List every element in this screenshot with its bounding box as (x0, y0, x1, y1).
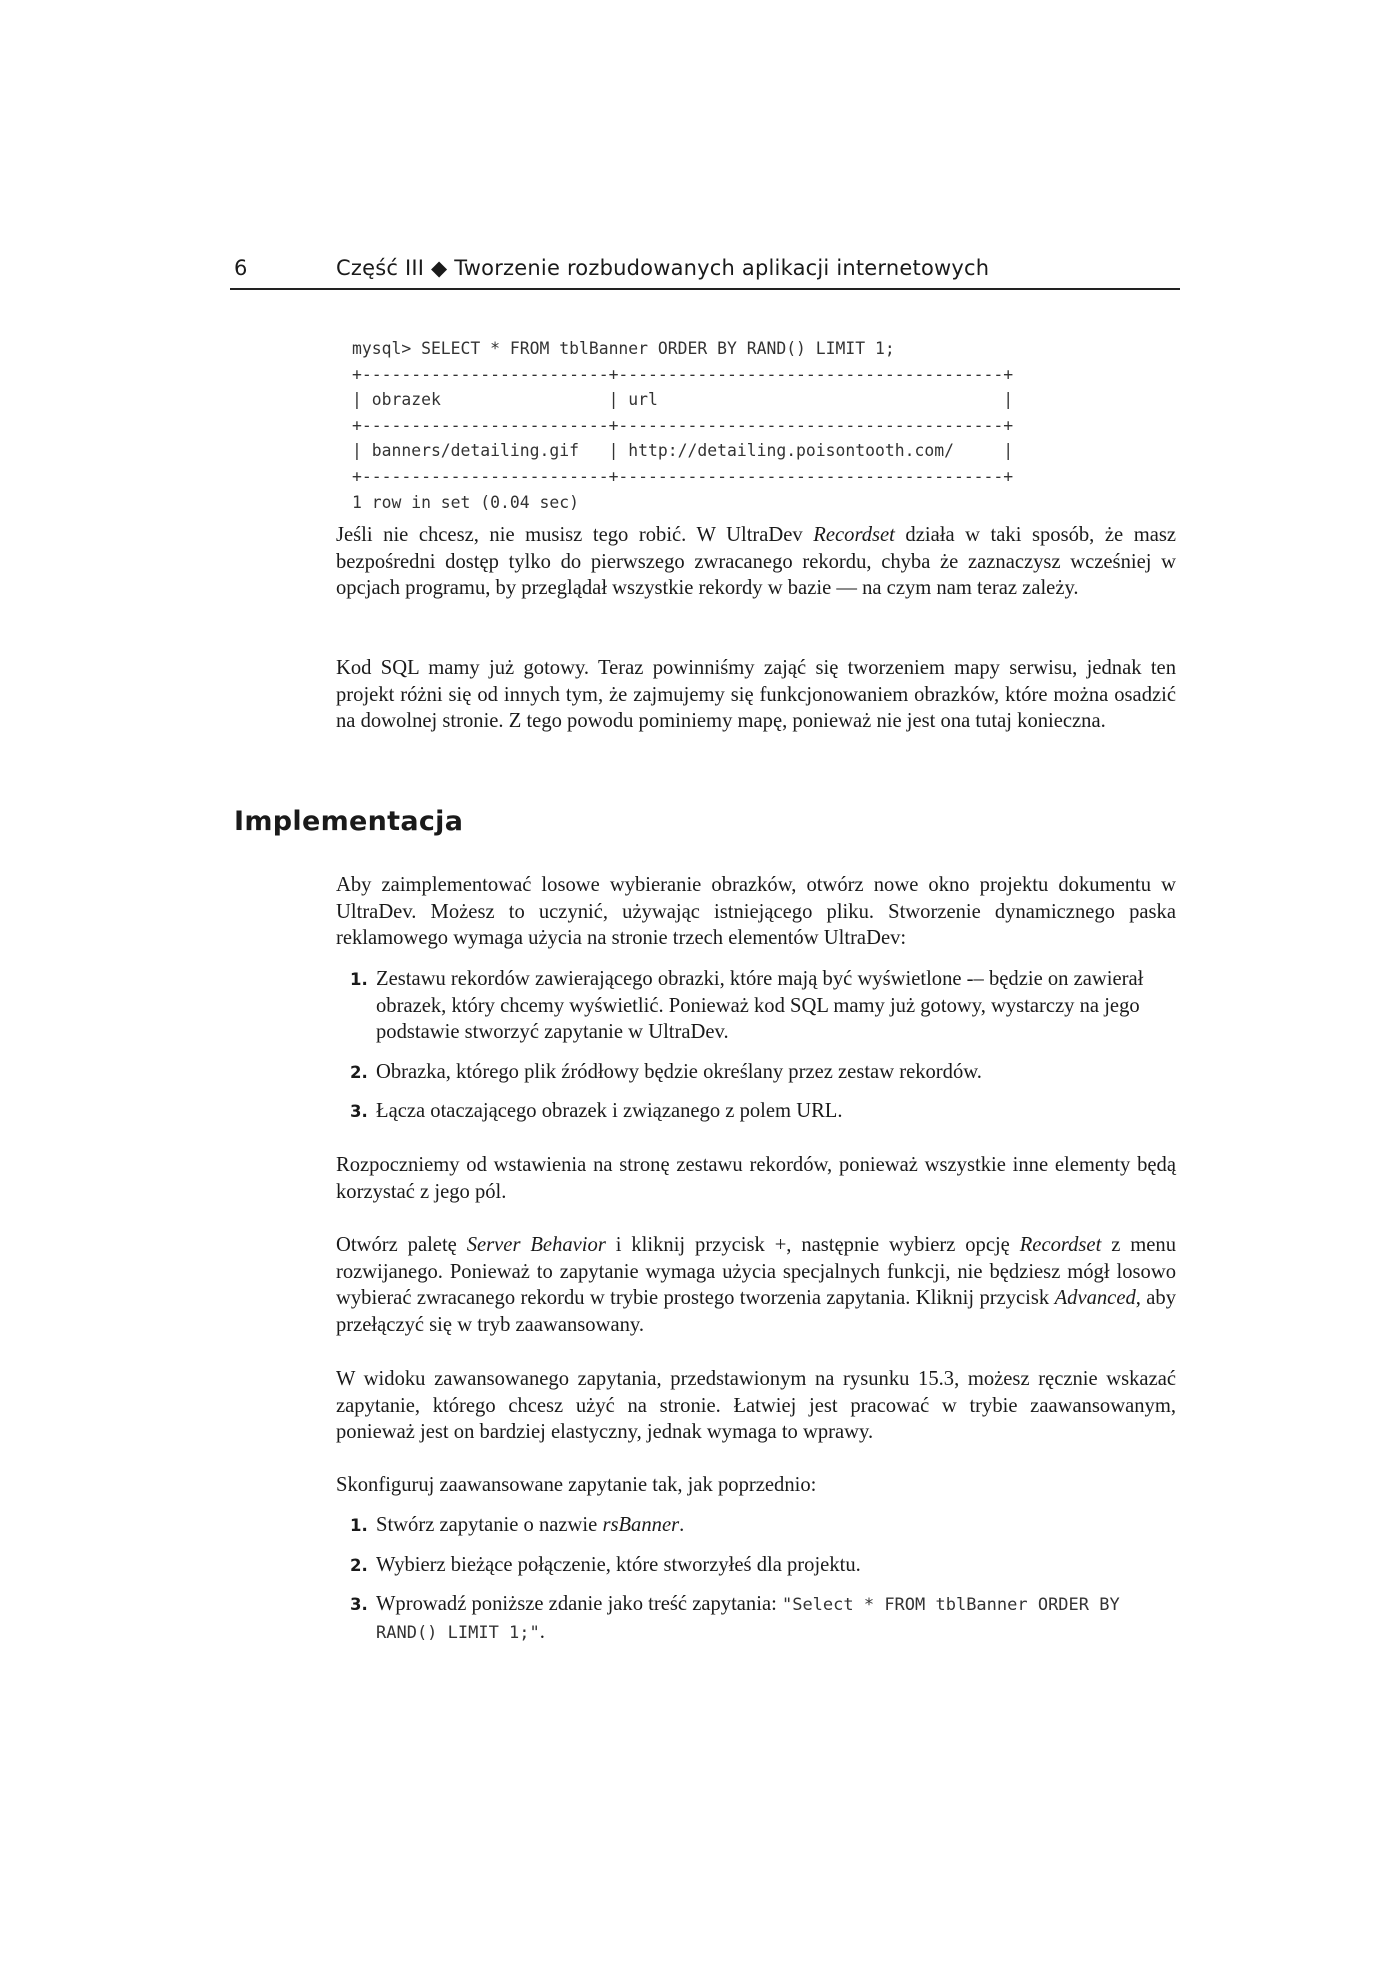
list-number: 1. (350, 1516, 368, 1535)
sql-output-code-block: mysql> SELECT * FROM tblBanner ORDER BY RAND() LIMIT 1; +-------------------------+---------------------------------------+ | obrazek | url | +-------------------------+---------------------------------------+ | banners/detailing.gif | http://detailing.poisontooth.com/ | +-------------------------+---------------------------------------+ 1 row in set (0.04 sec) (352, 339, 1014, 512)
paragraph-text: z menu rozwijanego. Ponieważ to zapytanie wymaga użycia specjalnych funkcji, nie będziesz mógł losowo wybierać zwracanego rekordu w trybie prostego tworzenia zapytania. Kliknij przycisk (336, 1234, 1176, 1310)
paragraph-configure: Skonfiguruj zaawansowane zapytanie tak, jak poprzednio: (336, 1474, 817, 1496)
paragraph-text: Jeśli nie chcesz, nie musisz tego robić. W UltraDev (336, 524, 814, 546)
list-number: 3. (350, 1102, 368, 1122)
paragraph-sql-ready: Kod SQL mamy już gotowy. Teraz powinniśmy zająć się tworzeniem mapy serwisu, jednak ten projekt różni się od innych tym, że zajmujemy się funkcjonowaniem obrazków, które można osadzić na dowolnej stronie. Z tego powodu pominiemy mapę, ponieważ nie jest ona tutaj konieczna. (336, 657, 1176, 733)
elements-list (336, 966, 1176, 1138)
list-item (336, 1098, 1176, 1125)
list-item-text: Wybierz bieżące połączenie, które stworzyłeś dla projektu. (376, 1553, 861, 1576)
paragraph-implementation-intro: Aby zaimplementować losowe wybieranie obrazków, otwórz nowe okno projektu dokumentu w UltraDev. Możesz to uczynić, używając istniejącego pliku. Stworzenie dynamicznego paska reklamowego wymaga użycia na stronie trzech elementów UltraDev: (336, 874, 1176, 950)
list-item (336, 1552, 1176, 1579)
paragraph-text: Otwórz paletę (336, 1234, 467, 1256)
paragraph-server-behavior (336, 1232, 1176, 1338)
section-heading: Implementacja (234, 806, 464, 837)
running-head: Część III ◆ Tworzenie rozbudowanych aplikacji internetowych (336, 256, 990, 280)
header-rule (230, 288, 1180, 290)
paragraph-text: i kliknij przycisk +, następnie wybierz opcję (605, 1234, 1020, 1256)
paragraph-advanced-view: W widoku zawansowanego zapytania, przedstawionym na rysunku 15.3, możesz ręcznie wskazać zapytanie, którego chcesz użyć na stronie. Łatwiej jest pracować w trybie zaawansowanym, ponieważ jest on bardziej elastyczny, jednak wymaga to wprawy. (336, 1368, 1176, 1444)
list-item-text: Stwórz zapytanie o nazwie (376, 1514, 603, 1536)
paragraph-text: działa w taki sposób, że masz bezpośredni dostęp tylko do pierwszego zwracanego rekordu, chyba że zaznaczysz wcześniej w opcjach programu, by przeglądał wszystkie rekordy w bazie — na czym nam teraz zależy. (336, 524, 1177, 600)
page-number: 6 (234, 256, 248, 280)
paragraph-recordset (336, 522, 1176, 602)
list-item-text: Zestawu rekordów zawierającego obrazki, które mają być wyświetlone -– będzie on zawierał obrazek, który chcemy wyświetlić. Ponieważ kod SQL mamy już gotowy, wystarczy na jego podstawie stworzyć zapytanie w UltraDev. (376, 968, 1144, 1044)
list-item (336, 1591, 1176, 1646)
config-steps-list (336, 1512, 1176, 1659)
list-number: 2. (350, 1062, 368, 1082)
page-header (230, 252, 1180, 292)
emphasis-advanced: Advanced (1054, 1287, 1136, 1310)
emphasis-recordset: Recordset (1019, 1234, 1102, 1256)
list-item-text: . (539, 1620, 545, 1643)
list-number: 3. (350, 1595, 368, 1615)
list-number: 2. (350, 1555, 368, 1575)
list-item-text: Wprowadź poniższe zdanie jako treść zapytania: (376, 1593, 782, 1616)
paragraph-start-recordset: Rozpoczniemy od wstawienia na stronę zestawu rekordów, ponieważ wszystkie inne elementy będą korzystać z jego pól. (336, 1154, 1176, 1203)
list-item-text: Łącza otaczającego obrazek i związanego z polem URL. (376, 1100, 843, 1123)
emphasis-rsbanner: rsBanner (602, 1514, 680, 1536)
list-item (336, 1059, 1176, 1086)
list-number: 1. (350, 970, 368, 989)
inline-code-query: "Select * FROM tblBanner ORDER BY RAND() LIMIT 1;" (376, 1595, 1120, 1643)
list-item (336, 1512, 1176, 1539)
emphasis-recordset: Recordset (813, 524, 895, 546)
list-item-text: Obrazka, którego plik źródłowy będzie określany przez zestaw rekordów. (376, 1060, 982, 1083)
list-item-text: . (679, 1514, 685, 1536)
list-item (336, 966, 1176, 1046)
paragraph-text: , aby przełączyć się w tryb zaawansowany. (336, 1287, 1177, 1336)
emphasis-server-behavior: Server Behavior (466, 1234, 606, 1256)
